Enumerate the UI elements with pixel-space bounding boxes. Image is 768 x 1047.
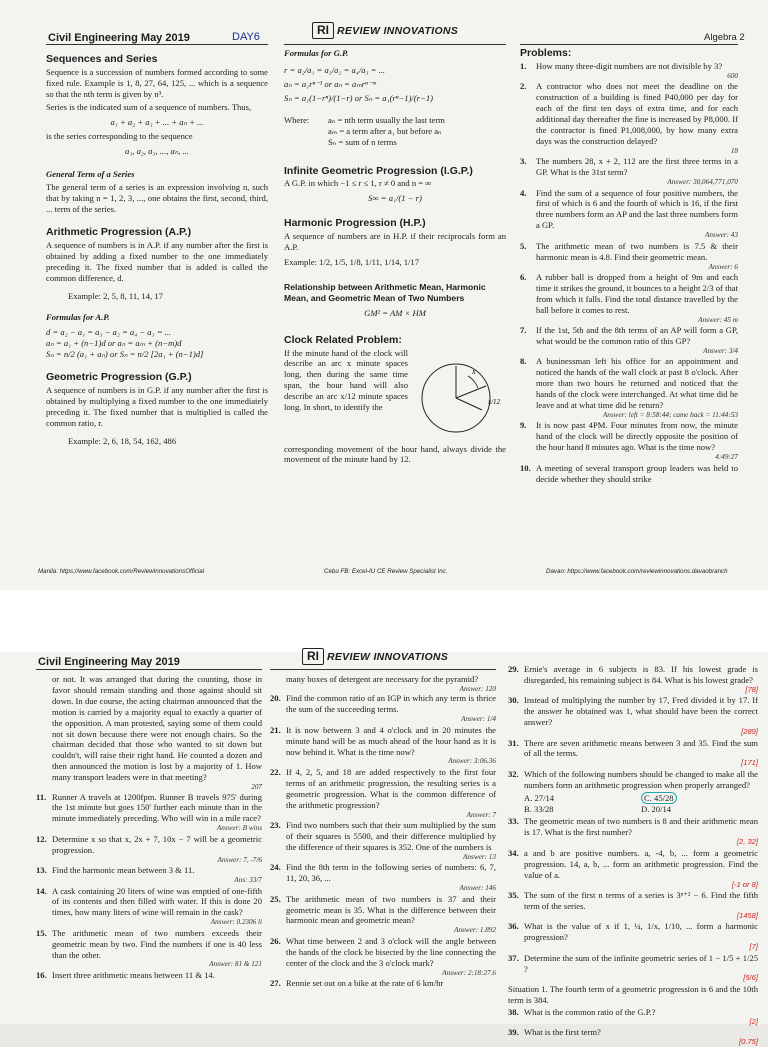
problem-item [520,188,738,240]
problem-number: 4. [520,187,527,198]
problem-number: 10. [520,462,531,473]
problem-text: A businessman left his office for an appointment and noticed the hands of the wall clock at past 8 o'clock. After more than two hours he returned and noticed that the hands of the clock were interchanged. At what time did he leave and at what time did he return? Answer: left = 8:58:44; came back = 11:44:53 [536,356,738,419]
problem-number: 2. [520,81,527,92]
paragraph-arithmetic-progression: A sequence of numbers is in A.P. if any number after the first is obtained by adding a fixed number to the one immediately preceding it. The fixed number that is added is called the common difference, d. [46,239,268,283]
option-a: A. 27/14 [524,792,555,803]
option-c: C. 45/28 [641,793,758,804]
logo-mark: RI [312,22,334,39]
heading-problems: Problems: [520,47,572,59]
problem-number: 3. [520,156,527,167]
problem-item [520,420,738,461]
problem-text: Instead of multiplying the number by 17, Fred divided it by 17. If the answer he obtained was 1, what should have been the correct answer? [289] [524,695,758,737]
problem-text: Determine x so that x, 2x + 7, 10x − 7 will be a geometric progression. Answer: 7, -7/6 [52,833,262,864]
problem-number: 29. [508,664,519,674]
heading-general-term: General Term of a Series [46,169,135,180]
problem-list-right-b [508,816,758,1046]
problem-answer: Answer: 3/4 [703,346,738,355]
problem-item [508,816,758,846]
column-formulas [284,48,506,566]
problem-text: Find the 8th term in the following series of numbers: 6, 7, 11, 20, 36, ... Answer: 146 [286,862,496,893]
problem-item [508,1007,758,1026]
problem-text: The numbers 28, x + 2, 112 are the first three terms in a GP. What is the 31st term? Answer: 30,064,771,070 [536,156,738,187]
problem-number: 37. [508,952,519,963]
problem-answer: [-1 or 8] [731,879,758,889]
problem-answer: Answer: 1.892 [454,926,496,935]
problem-item [270,820,496,861]
problem-number: 7. [520,325,527,336]
paragraph-series: Series is the indicated sum of a sequence of numbers. Thus, [46,101,252,112]
problem-text: Insert three arithmetic means between 11 & 14. [52,969,215,980]
problem-number: 26. [270,935,281,946]
where-line-an: aₙ = nth term usually the last term [328,114,445,125]
heading-harmonic-progression: Harmonic Progression (H.P.) [284,217,426,230]
problem-answer: Answer: 45 m [698,315,738,324]
problem-text: It is now between 3 and 4 o'clock and in 20 minutes the minute hand will be as much ahead of the hour hand as it is now behind it. What is the time now? Answer: 3:06.36 [286,724,496,766]
problem-text: Ernie's average in 6 subjects is 83. If his lowest grade is disregarded, his remaining subject is 84. What is his lowest grade? [78] [524,664,758,694]
paragraph-geometric-progression: A sequence of numbers is in G.P. if any number after the first is obtained by multiplying a fixed number to the one immediately preceding it. The fixed number that is multiplied is called the common ratio, r. [46,384,268,428]
problem-answer: [2] [749,1016,758,1026]
paragraph-infinite-gp: A G.P. in which −1 ≤ r ≤ 1, r ≠ 0 and n = ∞ [284,178,432,189]
clock-hour-hand [456,398,482,410]
problem-item [36,886,262,927]
problem-answer: Answer: left = 8:58:44; came back = 11:44:53 [602,410,738,419]
problem-text: Rennie set out on a bike at the rate of 6 km/hr [286,978,444,989]
problem-answer: [171] [741,758,758,768]
column-problems-right [508,664,758,1047]
problem-text: A contractor who does not meet the deadline on the construction of a building is fined P40,000 per day for each of the first ten days of extra time, and for each additional day thereafter the fine is increased by P8,000. If the contractor is fined P1,008,000, by how many extra days was the construction delayed? 18 [536,81,738,155]
formula-infinite-sum: S∞ = a₁/(1 − r) [368,193,422,204]
problem-number: 6. [520,272,527,282]
course-title-2: Civil Engineering May 2019 [38,656,180,668]
problem-text: What time between 2 and 3 o'clock will the angle between the hands of the clock be bisected by the line connecting the center of the clock and the 3 o'clock mark? Answer: 2:18:27.6 [286,935,496,977]
clock-diagram [412,348,506,444]
problem-answer: Answer: B wins [216,824,262,833]
problem-item [508,921,758,951]
problem-text: A meeting of several transport group leaders was held to decide whether they should strike [536,462,738,484]
problem-answer: 18 [730,146,738,155]
header-rule-mid-2 [270,669,496,670]
formulas-ap: d = a₂ − a₁ = a₃ − a₂ = a₄ − a₃ = ... aₙ = a₁ + (n−1)d or aₙ = aₘ + (n−m)d Sₙ = n/2 (a₁ + aₙ) or Sₙ = n/2 [2a₁ + (n−1)d] [46,327,204,360]
problem-text: The arithmetic mean of two numbers exceeds their geometric mean by two. Find the numbers if one is 40 less than the other. Answer: 81 & 121 [52,927,262,969]
problem-text: What is the value of x if 1, ¼, 1/x, 1/10, ... form a harmonic progression? [7] [524,921,758,952]
problem-text: What is the common ratio of the G.P.? [2] [524,1006,758,1026]
problem-item [508,890,758,920]
problem-text: A cask containing 20 liters of wine was emptied of one-fifth of its contents and then filled with water. If this is done 20 times, how many liters of wine will remain in the cask? Answer: 0.2306 li [52,885,262,927]
problem-number: 21. [270,724,281,735]
problem-text: How many three-digit numbers are not divisible by 3? 600 [536,60,738,80]
problem-item [508,738,758,768]
problem-number: 23. [270,820,281,831]
header-rule-right [520,44,738,45]
problem-text: If the 1st, 5th and the 8th terms of an AP will form a GP, what would be the common ratio of this GP? Answer: 3/4 [536,325,738,355]
problem-answer: Answer: 3:06.36 [448,757,496,766]
problem-number: 11. [36,791,47,802]
where-line-am: aₘ = a term after a₁ but before aₙ [328,125,442,136]
problem-answer: [78] [745,684,758,694]
problem-answer: 4:49:27 [715,453,738,462]
problem-number: 24. [270,862,281,873]
heading-sequences-series: Sequences and Series [46,53,158,65]
heading-formulas-ap: Formulas for A.P. [46,312,110,323]
paragraph-series-corresponding: is the series corresponding to the sequence [46,131,193,142]
problem-number: 13. [36,865,47,876]
problem-item [508,695,758,736]
paragraph-clock-conclusion: corresponding movement of the hour hand, always divide the movement of the minute hand by 12. [284,443,506,465]
problem-text: a and b are positive numbers. a, -4, b, ... form a geometric progression. 14, a, b, ... form an arithmetic progression. Find the value of a. [-1 or 8] [524,847,758,889]
problem-item [520,356,738,419]
problem-item [270,894,496,935]
handwritten-day-note: DAY6 [232,31,260,43]
problem-10-continued: or not. It was arranged that during the counting, those in favor should remain standing and those against should sit down. In due course, the acting chairman announced that the motion is carried by a majority equal to exactly a quarter of the opposition. A man protested, saying some of them could not sit down because there were not enough chairs. So the chairman decided that those who wanted to sit down but couldn't, will raise their right hand. He counted a dozen and then announced the motion is lost by a majority of 1. How many transport leaders were in that meeting? [52,674,262,783]
heading-formulas-gp: Formulas for G.P. [284,48,349,58]
problem-item [508,848,758,889]
where-line-sn: Sₙ = sum of n terms [328,136,397,147]
clock-minute-end [456,386,486,398]
problem-number: 20. [270,693,281,704]
problem-item [270,936,496,977]
example-hp: Example: 1/2, 1/5, 1/8, 1/11, 1/14, 1/17 [284,256,420,267]
formula-series: a₁ + a₂ + a₃ + ... + aₙ + ... [110,116,204,127]
problem-number: 35. [508,890,519,900]
logo-2 [302,648,448,665]
problem-10-answer: 207 [251,783,262,792]
problem-item [270,693,496,723]
problem-number: 30. [508,695,519,706]
problem-number: 39. [508,1027,519,1038]
problem-answer: Answer: 7 [466,810,496,819]
problem-item [36,928,262,969]
problem-item [36,792,262,833]
option-b: B. 33/28 [524,803,554,814]
problem-number: 25. [270,893,281,904]
heading-clock-problem: Clock Related Problem: [284,333,402,346]
footer-davao: Davao: https://www.facebook.com/reviewinnovations.davaobranch [546,568,728,575]
problem-text: Determine the sum of the infinite geometric series of 1 − 1/5 + 1/25 ? [5/6] [524,952,758,983]
problem-item [508,664,758,694]
problem-text: The arithmetic mean of two numbers is 37 and their geometric mean is 35. What is the difference between their harmonic mean and geometric mean? Answer: 1.892 [286,893,496,935]
problem-item [270,978,496,989]
paragraph-sequence: Sequence is a succession of numbers formed according to some fixed rule. Example is 1, 8, 27, 64, 125, ... which is a sequence so that the nth term is given by n³. [46,66,268,99]
problem-number: 1. [520,60,527,71]
problem-answer: [5/6] [743,973,758,983]
problem-text: The geometric mean of two numbers is 8 and their arithmetic mean is 17. What is the first number? [2, 32] [524,816,758,847]
paragraph-harmonic-progression: A sequence of numbers are in H.P. if their reciprocals form an A.P. [284,231,506,253]
problem-number: 22. [270,766,281,777]
problem-32-options [524,793,758,815]
problem-text: What is the first term? [0.75] [524,1027,758,1047]
problem-item [36,970,262,981]
problem-text: It is now past 4PM. Four minutes from now, the minute hand of the clock will be directly opposite the position of the hour hand 8 minutes ago. What is the time now? 4:49:27 [536,420,738,462]
problem-number: 8. [520,356,527,367]
problem-answer: Answer: 6 [708,262,738,271]
example-ap: Example: 2, 5, 8, 11, 14, 17 [68,291,163,302]
problem-text: Runner A travels at 1200fpm. Runner B travels 975' during the 1st minute but goes 150' further each minute than in the minute immediately preceding. Who will win in a mile race? Answer: B wins [52,791,262,833]
problem-text: Find two numbers such that their sum multiplied by the sum of their squares is 5500, and their difference multiplied by the difference of their squares is 352. One of the numbers is Answer: 13 [286,820,496,861]
paragraph-clock-problem: If the minute hand of the clock will describe an arc x minute spaces long, then during the same time span, the hour hand will also describe an arc x/12 minute spaces long. In short, to identify the [284,347,408,413]
problem-number: 14. [36,885,47,896]
problem-number: 16. [36,969,47,980]
clock-arc [468,376,478,388]
heading-means-relationship: Relationship between Arithmetic Mean, Harmonic Mean, and Geometric Mean of Two Numbers [284,281,486,303]
clock-label-x12: x/12 [488,397,501,406]
problem-number: 36. [508,921,519,932]
problem-text: Which of the following numbers should be changed to make all the numbers form an arithmetic progression when properly arranged? [524,768,758,790]
problem-answer: Ans: 33/7 [234,876,262,884]
problem-text: Situation 1. The fourth term of a geometric progression is 6 and the 10th term is 384. [508,983,758,1005]
problem-text: A rubber ball is dropped from a height of 9m and each time it strikes the ground, it bounces to a height 2/3 of that from which it falls. Find the total distance travelled by the ball before it comes to rest. Answer: 45 m [536,272,738,324]
problem-item [520,61,738,80]
problem-text: Find the harmonic mean between 3 & 11. Ans: 33/7 [52,865,262,884]
subject-label: Algebra 2 [704,32,745,43]
footer-manila: Manila: https://www.facebook.com/ReviewInnovationsOfficial [38,568,205,575]
problem-item [270,862,496,892]
problem-answer: [289] [741,727,758,737]
problem-item [270,767,496,819]
problem-item [508,953,758,983]
problem-item [520,325,738,355]
problem-item [508,1027,758,1046]
header-rule-left [46,44,268,45]
problem-answer: Answer: 30,064,771,070 [667,178,738,187]
heading-geometric-progression: Geometric Progression (G.P.) [46,370,192,383]
problem-number: 38. [508,1006,519,1017]
option-d: D. 20/14 [641,803,672,814]
problem-number: 9. [520,420,527,431]
problem-answer: Answer: 146 [459,884,496,893]
problem-number: 31. [508,737,519,748]
problem-list-middle [270,693,496,989]
logo-mark-2: RI [302,648,324,665]
problem-list-right-a [508,664,758,791]
problem-number: 27. [270,978,281,989]
problem-answer: Answer: 0.2306 li [210,918,262,927]
column-theory [46,48,268,566]
logo [312,22,458,39]
column-problems-left [36,674,262,1024]
problem-item [508,984,758,1006]
example-gp: Example: 2, 6, 18, 54, 162, 486 [68,436,177,447]
formulas-gp: r = a₂/a₁ = a₃/a₂ = a₄/a₃ = ... aₙ = a₁rⁿ⁻¹ or aₙ = aₘrⁿ⁻ᵐ Sₙ = a₁(1−rⁿ)/(1−r) or Sₙ = a₁(rⁿ−1)/(r−1) [284,64,433,103]
problem-item [508,769,758,791]
problem-item [520,81,738,155]
problem-answer: Answer: 1/4 [461,715,496,724]
column-problems [520,48,738,566]
problem-text: Find the common ratio of an IGP in which any term is thrice the sum of the succeeding terms. Answer: 1/4 [286,693,496,724]
problem-item [520,463,738,485]
problem-answer: Answer: 2:18:27.6 [442,968,496,977]
course-title: Civil Engineering May 2019 [48,32,190,44]
problem-list [520,61,738,485]
problem-number: 5. [520,240,527,251]
problem-answer: Answer: 7, -7/6 [217,855,262,864]
footer-cebu: Cebu FB: Excel-IU CE Review Specialist Inc. [324,568,448,575]
problem-item [36,865,262,884]
problem-number: 15. [36,927,47,938]
problem-number: 32. [508,768,519,779]
header-rule-mid [284,44,506,45]
problem-list-left [36,792,262,981]
heading-arithmetic-progression: Arithmetic Progression (A.P.) [46,225,192,238]
problem-answer: Answer: 13 [463,852,496,861]
problem-item [520,241,738,271]
problem-text: The sum of the first n terms of a series is 3ⁿ⁺² − 6. Find the fifth term of the series. [1458] [524,890,758,920]
problem-item [36,834,262,864]
problem-item [270,725,496,766]
paragraph-general-term: The general term of a series is an expression involving n, such that by taking n = 1, 2, 3, ..., one obtains the first, second, third, ... term of the series. [46,182,268,214]
problem-text: The arithmetic mean of two numbers is 7.5 & their harmonic mean is 4.8. Find their geometric mean. Answer: 6 [536,240,738,271]
header-rule-left-2 [36,669,262,670]
logo-text: REVIEW INNOVATIONS [337,24,459,37]
problem-19-continued: many boxes of detergent are necessary for the pyramid? [286,674,479,684]
where-label: Where: [284,114,310,125]
problem-answer: [2, 32] [736,837,758,847]
problem-answer: [0.75] [739,1037,758,1047]
problem-item [520,272,738,324]
problem-number: 33. [508,816,519,827]
logo-text-2: REVIEW INNOVATIONS [327,650,449,663]
problem-answer: [7] [749,942,758,952]
problem-text: Find the sum of a sequence of four positive numbers, the first of which is 6 and the fourth of which is 16, if the first three numbers form an AP and the last three numbers form a GP. Answer: 43 [536,187,738,240]
heading-infinite-gp: Infinite Geometric Progression (I.G.P.) [284,164,473,177]
problem-item [520,156,738,186]
problem-answer: 600 [727,71,738,80]
formula-sequence: a₁, a₂, a₃, ..., aₙ, ... [125,146,189,157]
problem-text: If 4, 2, 5, and 18 are added respectively to the first four terms of an arithmetic progression, the resulting series is a geometric progression. What is the common difference of the arithmetic progression? Answer: 7 [286,766,496,819]
problem-text: There are seven arithmetic means between 3 and 35. Find the sum of all the terms. [171] [524,737,758,768]
formula-means: GM² = AM × HM [364,307,426,318]
problem-19-answer: Answer: 120 [459,684,496,693]
problem-answer: Answer: 81 & 121 [209,960,262,969]
problem-answer: [1458] [736,910,758,920]
problem-number: 12. [36,833,47,844]
page-two [0,649,768,1047]
page-gap [0,590,768,652]
problem-answer: Answer: 43 [705,231,738,240]
problem-number: 34. [508,847,519,858]
clock-label-x: x [472,366,476,376]
column-problems-middle [270,674,496,1024]
